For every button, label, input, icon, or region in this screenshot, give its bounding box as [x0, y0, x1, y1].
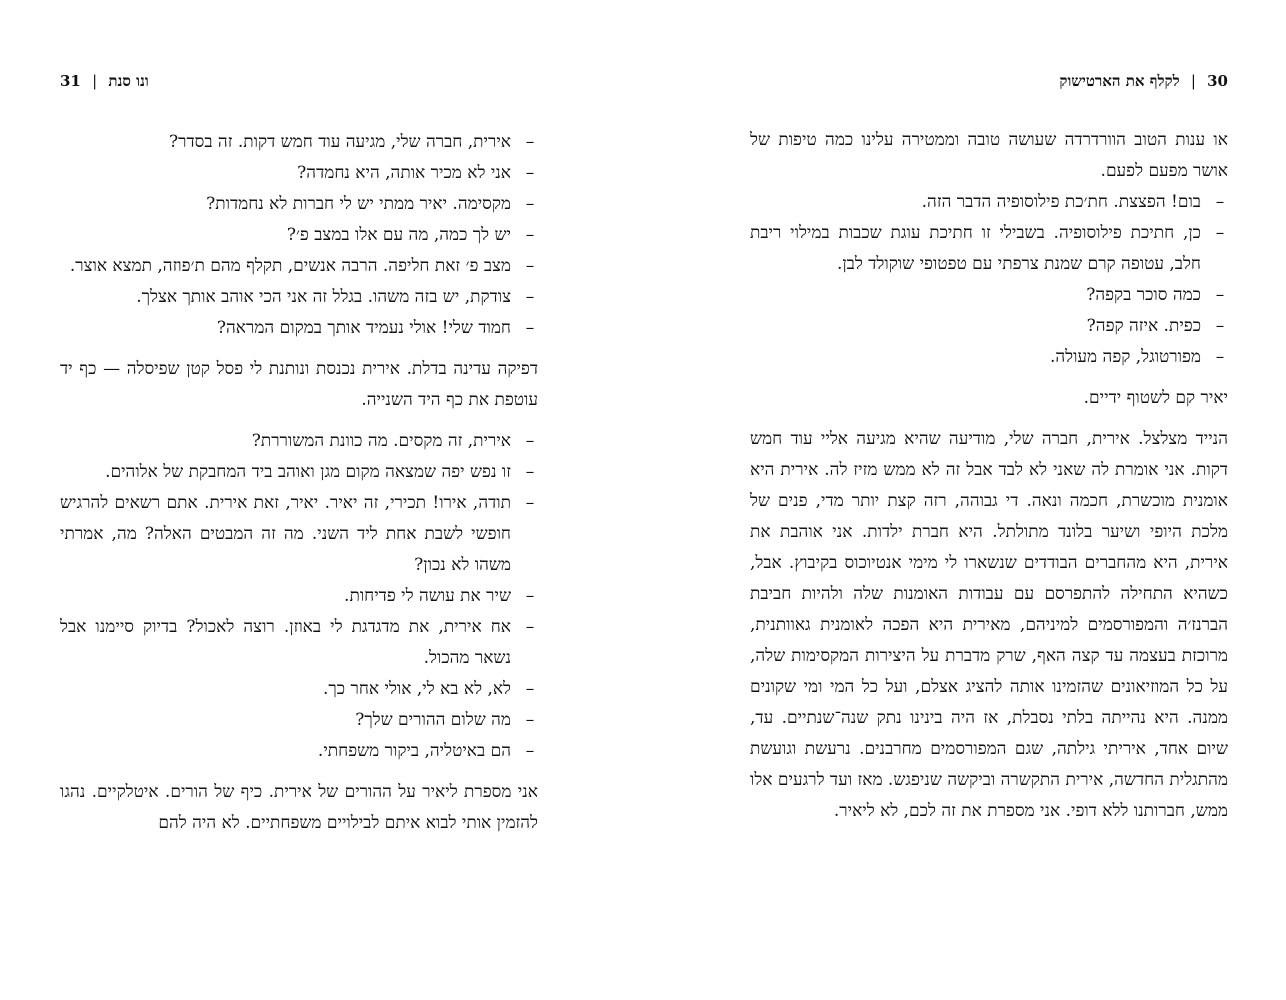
- dialogue-line: [60, 127, 538, 158]
- page-body: [750, 125, 1228, 827]
- dialogue-text: שיר את עושה לי פדיחות.: [344, 586, 511, 606]
- dialogue-text: אח אירית, את מדגדגת לי באוזן. רוצה לאכול? בדיוק סיימנו אבל נשאר מהכול.: [60, 617, 511, 668]
- dialogue-line: [60, 251, 538, 282]
- dialogue-line: [60, 189, 538, 220]
- dialogue-text: אירית, חברה שלי, מגיעה עוד חמש דקות. זה בסדר?: [169, 132, 511, 152]
- dialogue-line: [750, 311, 1228, 342]
- dialogue-line: [750, 342, 1228, 373]
- dialogue-line: [60, 158, 538, 189]
- dialogue-text: אירית, זה מקסים. מה כוונת המשוררת?: [251, 431, 511, 451]
- paragraph: דפיקה עדינה בדלת. אירית נכנסת ונותנת לי פסל קטן שפיסלה — כף יד עוטפת את כף היד השנייה.: [60, 359, 538, 410]
- dialogue-text: חמוד שלי! אולי נעמיד אותך במקום המראה?: [216, 318, 511, 338]
- dialogue-text: כפית. איזה קפה?: [1086, 316, 1201, 336]
- header-separator: |: [92, 72, 98, 90]
- dash-glyph: –: [1215, 192, 1225, 212]
- dialogue-text: כמה סוכר בקפה?: [1086, 285, 1201, 305]
- dialogue-text: לא, לא בא לי, אולי אחר כך.: [323, 679, 511, 699]
- dash-glyph: –: [525, 462, 535, 482]
- dialogue-line: [750, 218, 1228, 280]
- paragraph: או ענות הטוב הוורדרדה שעושה טובה וממטירה עלינו כמה טיפות של אושר מפעם לפעם.: [750, 130, 1228, 181]
- dialogue-list: [750, 187, 1228, 373]
- page-number: 31: [60, 72, 81, 90]
- dialogue-text: הם באיטליה, ביקור משפחתי.: [317, 741, 511, 761]
- dialogue-text: בום! הפצצת. חת׳כת פילוסופיה הדבר הזה.: [921, 192, 1201, 212]
- dialogue-text: מצב פ׳ זאת חליפה. הרבה אנשים, תקלף מהם ת׳פוזה, תמצא אוצר.: [69, 256, 511, 276]
- dash-glyph: –: [525, 318, 535, 338]
- dialogue-text: אני לא מכיר אותה, היא נחמדה?: [297, 163, 511, 183]
- dash-glyph: –: [525, 741, 535, 761]
- dialogue-line: [60, 457, 538, 488]
- dialogue-text: מקסימה. יאיר ממתי יש לי חברות לא נחמדות?: [206, 194, 511, 214]
- paragraph: אני מספרת ליאיר על ההורים של אירית. כיף של הורים. איטלקיים. נהגו להזמין אותי לבוא איתם לבילויים משפחתיים. לא היה להם: [60, 782, 538, 833]
- dialogue-text: מפורטוגל, קפה מעולה.: [1049, 347, 1201, 367]
- dash-glyph: –: [1215, 223, 1225, 243]
- dash-glyph: –: [525, 163, 535, 183]
- dialogue-text: כן, חתיכת פילוסופיה. בשבילי זו חתיכת עוגת שכבות במילוי ריבת חלב, עטופה קרם שמנת צרפתי עם טפטופי שוקולד לבן.: [750, 223, 1201, 274]
- dialogue-line: [60, 581, 538, 612]
- dash-glyph: –: [525, 225, 535, 245]
- header-separator: |: [1190, 72, 1196, 90]
- dialogue-line: [60, 488, 538, 581]
- running-head-right: [1059, 72, 1228, 91]
- dialogue-line: [60, 220, 538, 251]
- dialogue-text: תודה, אירו! תכירי, זה יאיר. יאיר, זאת אירית. אתם רשאים להרגיש חופשי לשבת אחת ליד השני. מה זה המבטים האלה? מה, אמרתי משהו לא נכון?: [60, 493, 511, 575]
- running-head-left: [60, 72, 149, 91]
- dialogue-line: [60, 313, 538, 344]
- page-31: [60, 0, 538, 1000]
- dialogue-text: מה שלום ההורים שלך?: [355, 710, 511, 730]
- dash-glyph: –: [1215, 285, 1225, 305]
- page-number: 30: [1207, 72, 1228, 90]
- paragraph: הנייד מצלצל. אירית, חברה שלי, מודיעה שהיא מגיעה אליי עוד חמש דקות. אני אומרת לה שאני לא לבד אבל זה לא ממש מזיז לה. אירית היא אומנית מוכשרת, חכמה ונאה. די גבוהה, רזה קצת יותר מדי, פנים של מלכת היופי ושיער בלונד מתולתל. היא חברת ילדות. אני אוהבת את אירית, היא מהחברים הבודדים שנשארו לי מימי אנטיוכוס בקיבוץ. אבל, כשהיא התחילה להתפרסם עם עבודות האומנות שלה ולהיות חביבת הברנז׳ה והמפורסמים למיניהם, מאירית היא הפכה לאומנית גאוותנית, מרוכזת בעצמה עד קצה האף, שרק מדברת על היצירות המקסימות שלה, על כל המוזיאונים שהזמינו אותה להציג אצלם, ועל כל המי ומי שקונים ממנה. היא נהייתה בלתי נסבלת, אז היה בינינו נתק שנה־שנתיים. עד, שיום אחד, איריתי גילתה, שגם המפורסמים מחרבנים. נרעשת וגועשת מהתגלית החדשה, אירית התקשרה וביקשה שניפגש. מאז ועד לרגעים אלו ממש, חברותנו ללא דופי. אני מספרת את זה לכם, לא ליאיר.: [750, 429, 1229, 821]
- dialogue-list: [60, 426, 538, 767]
- dash-glyph: –: [525, 586, 535, 606]
- dialogue-text: זו נפש יפה שמצאה מקום מגן ואוהב ביד המחבקת של אלוהים.: [105, 462, 511, 482]
- dash-glyph: –: [525, 617, 535, 637]
- dialogue-line: [750, 280, 1228, 311]
- dash-glyph: –: [525, 132, 535, 152]
- dialogue-line: [60, 612, 538, 674]
- dialogue-line: [750, 187, 1228, 218]
- dialogue-line: [60, 674, 538, 705]
- dash-glyph: –: [1215, 347, 1225, 367]
- dialogue-list: [60, 127, 538, 344]
- dash-glyph: –: [525, 194, 535, 214]
- paragraph: יאיר קם לשטוף ידיים.: [1083, 388, 1228, 408]
- author-name: ונו סנת: [108, 72, 149, 90]
- dialogue-text: צודקת, יש בזה משהו. בגלל זה אני הכי אוהב אותך אצלך.: [136, 287, 511, 307]
- dialogue-line: [60, 736, 538, 767]
- dialogue-line: [60, 282, 538, 313]
- dash-glyph: –: [525, 256, 535, 276]
- dash-glyph: –: [525, 710, 535, 730]
- dialogue-line: [60, 705, 538, 736]
- page-30: [750, 0, 1228, 1000]
- dash-glyph: –: [525, 493, 535, 513]
- dialogue-line: [60, 426, 538, 457]
- dialogue-text: יש לך כמה, מה עם אלו במצב פ׳?: [286, 225, 511, 245]
- dash-glyph: –: [1215, 316, 1225, 336]
- page-body: [60, 127, 538, 849]
- dash-glyph: –: [525, 679, 535, 699]
- dash-glyph: –: [525, 287, 535, 307]
- dash-glyph: –: [525, 431, 535, 451]
- book-title: לקלף את הארטישוק: [1059, 72, 1180, 90]
